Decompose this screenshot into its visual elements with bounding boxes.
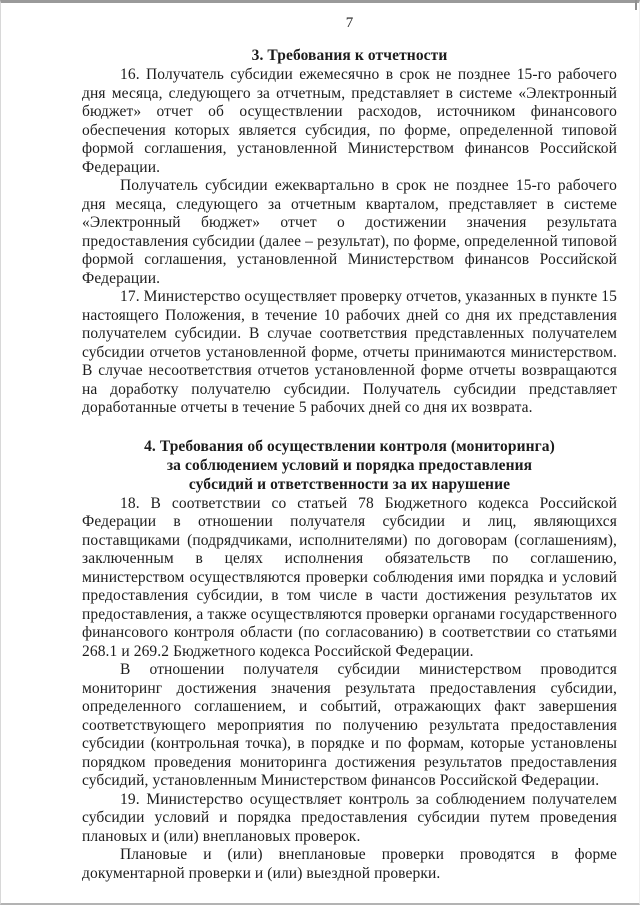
paragraph-16-monthly-report: 16. Получатель субсидии ежемесячно в срок не позднее 15-го рабочего дня месяца, следующего за отчетным, представляет в системе «Электронный бюджет» отчет об осуществлении расходов, источником финансового обеспечения которых является субсидия, по форме, определенной типовой формой соглашения, установленной Министерством финансов Российской Федерации.: [82, 66, 617, 176]
document-content: [82, 14, 617, 883]
section-4-heading-line-2: за соблюдением условий и порядка предоставления: [166, 456, 533, 474]
scan-artifact-line: [635, 0, 637, 10]
section-4-heading-line-3: субсидий и ответственности за их нарушение: [188, 475, 511, 493]
paragraph-18-monitoring: В отношении получателя субсидии министерством проводится мониторинг достижения значения результата предоставления субсидии, определенного соглашением, и событий, отражающих факт завершения соответствующего мероприятия по получению результата предоставления субсидии (контрольная точка), в порядке и по формам, которые установлены порядком проведения мониторинга достижения результатов предоставления субсидий, установленным Министерством финансов Российской Федерации.: [82, 661, 617, 789]
paragraph-17-report-check: 17. Министерство осуществляет проверку отчетов, указанных в пункте 15 настоящего Положения, в течение 10 рабочих дней со дня их представления получателем субсидии. В случае соответствия представленных получателем субсидии отчетов установленной форме, отчеты принимаются министерством. В случае несоответствия отчетов установленной форме отчеты возвращаются на доработку получателю субсидии. Получатель субсидии представляет доработанные отчеты в течение 5 рабочих дней со дня их возврата.: [82, 288, 617, 416]
section-4-heading-line-1: 4. Требования об осуществлении контроля (мониторинга): [144, 437, 555, 455]
paragraph-19-control: 19. Министерство осуществляет контроль за соблюдением получателем субсидии условий и порядка предоставления субсидии путем проведения плановых и (или) внеплановых проверок.: [82, 790, 617, 845]
page-number: 7: [345, 15, 354, 31]
paragraph-16-quarterly-report: Получатель субсидии ежеквартально в срок не позднее 15-го рабочего дня месяца, следующего за отчетным кварталом, представляет в системе «Электронный бюджет» отчет о достижении значения результата предоставления субсидии (далее – результат), по форме, определенной типовой формой соглашения, установленной Министерством финансов Российской Федерации.: [82, 177, 617, 287]
section-3-heading: 3. Требования к отчетности: [251, 46, 448, 64]
section-4-heading: [82, 437, 617, 494]
paragraph-18-budget-code-checks: 18. В соответствии со статьей 78 Бюджетного кодекса Российской Федерации в отношении получателя субсидии и лиц, являющихся поставщиками (подрядчиками, исполнителями) по договорам (соглашениям), заключенным в целях исполнения обязательств по соглашению, министерством осуществляются проверки соблюдения ими порядка и условий предоставления субсидии, в том числе в части достижения результатов их предоставления, а также осуществляются проверки органами государственного финансового контроля области (по согласованию) в соответствии со статьями 268.1 и 269.2 Бюджетного кодекса Российской Федерации.: [82, 494, 617, 660]
paragraph-19-check-forms: Плановые и (или) внеплановые проверки проводятся в форме документарной проверки и (или) выездной проверки.: [82, 846, 617, 882]
